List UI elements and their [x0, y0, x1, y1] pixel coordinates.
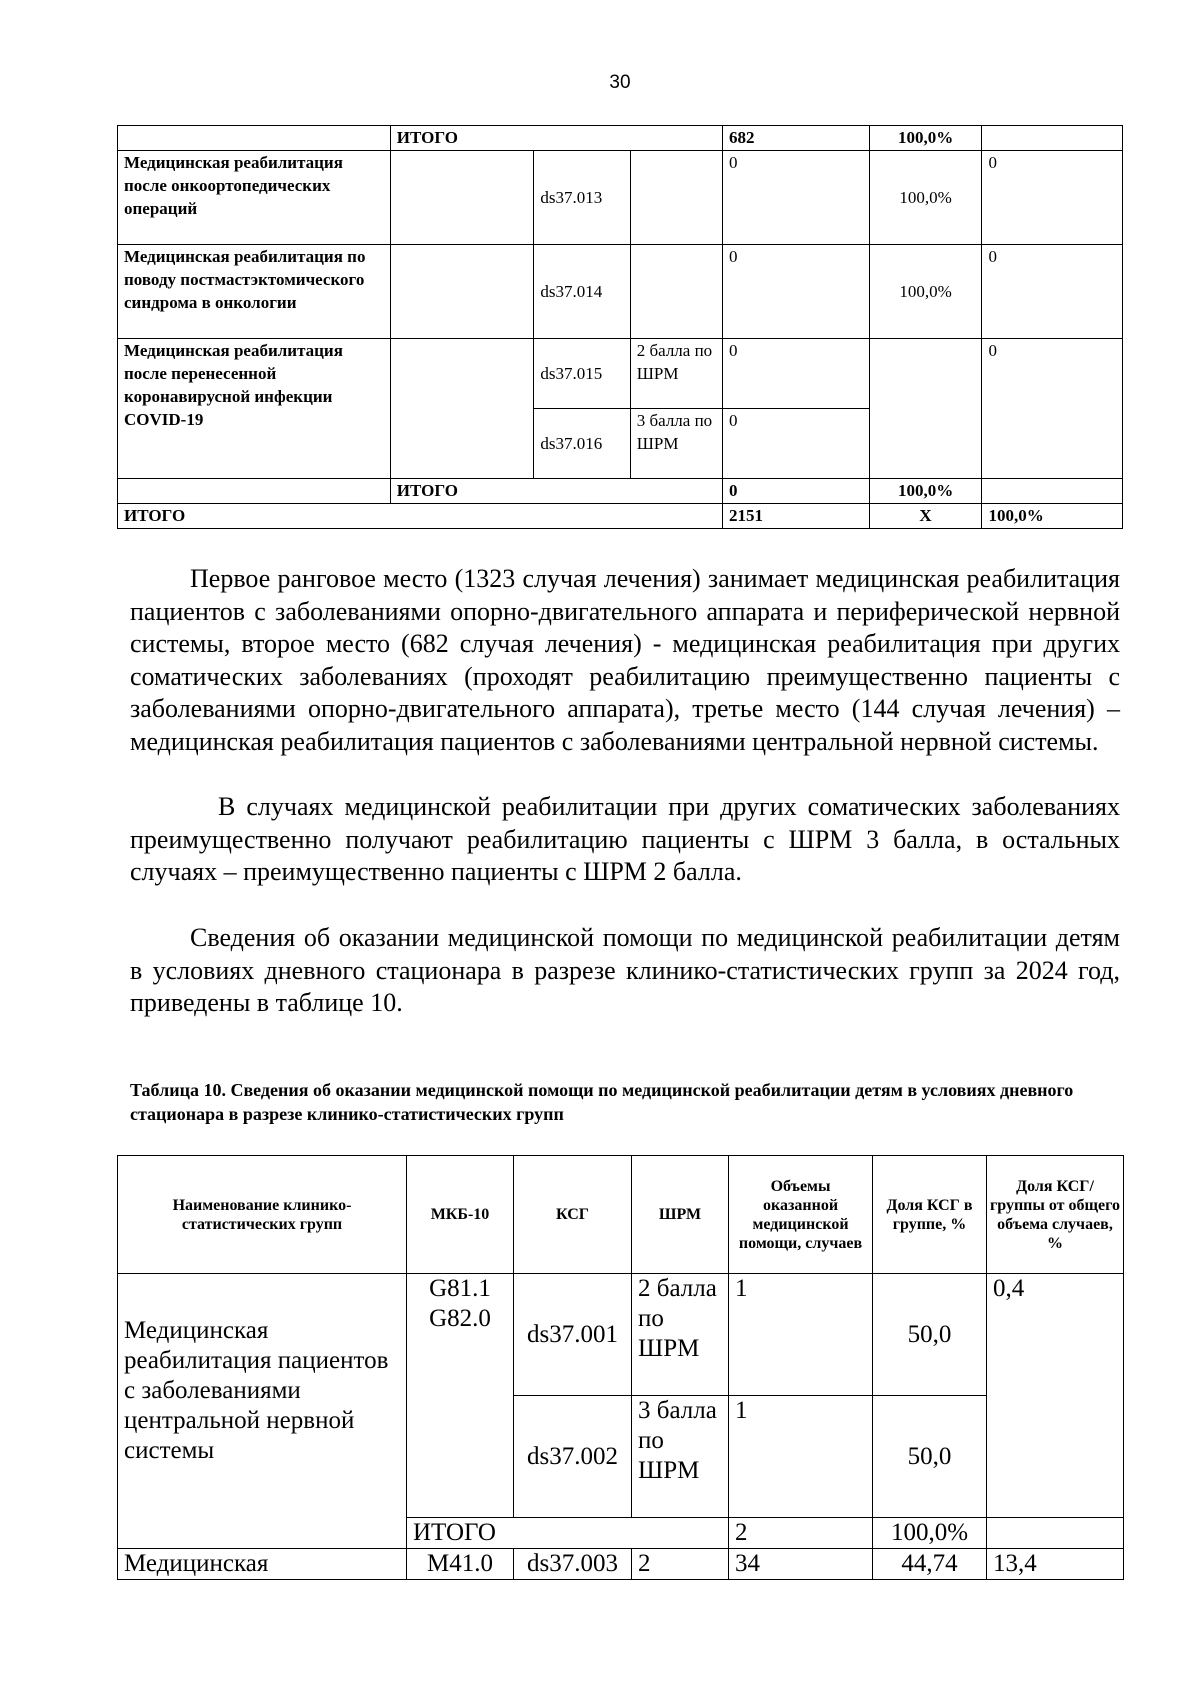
- itogo-share: 100,0%: [869, 479, 982, 504]
- itogo-share: 100,0%: [873, 1518, 987, 1549]
- paragraph-table10-intro: Сведения об оказании медицинской помощи по медицинской реабилитации детям в условиях дневного стационара в разрезе клинико-статистических групп за 2024 год, приведены в таблице 10.: [130, 923, 1120, 1017]
- grand-total-volume: 2151: [723, 504, 870, 529]
- volume: 34: [729, 1549, 873, 1580]
- volume: 0: [723, 339, 870, 409]
- group-name: Медицинская реабилитация после онкоортопедических операций: [118, 151, 391, 245]
- table-row: [118, 151, 1123, 245]
- volume: 1: [729, 1396, 873, 1518]
- header-share-total: Доля КСГ/группы от общего объема случаев, %: [987, 1156, 1124, 1274]
- share-in-group: 100,0%: [869, 245, 982, 339]
- table-row: [118, 504, 1123, 529]
- itogo-label: ИТОГО: [407, 1518, 729, 1549]
- header-ksg: КСГ: [514, 1156, 632, 1274]
- share-in-group: 50,0: [873, 1396, 987, 1518]
- itogo-volume: 0: [723, 479, 870, 504]
- header-group-name: Наименование клинико-статистических групп: [118, 1156, 407, 1274]
- group-name: Медицинская реабилитация по поводу постмастэктомического синдрома в онкологии: [118, 245, 391, 339]
- grand-total-share-total: 100,0%: [982, 504, 1123, 529]
- shrm-score: 2 балла по ШРМ: [632, 1274, 729, 1396]
- page-number: 30: [609, 72, 631, 93]
- mkb-codes: M41.0: [407, 1549, 514, 1580]
- share-in-group: 100,0%: [869, 151, 982, 245]
- grand-total-label: ИТОГО: [118, 504, 723, 529]
- header-shrm: ШРМ: [632, 1156, 729, 1274]
- group-name: Медицинская реабилитация после перенесенной коронавирусной инфекции COVID-19: [118, 339, 391, 479]
- itogo-label: ИТОГО: [390, 479, 722, 504]
- table-header-row: [118, 1156, 1124, 1274]
- ksg-code: ds37.015: [534, 339, 630, 409]
- header-share-ksg: Доля КСГ в группе, %: [873, 1156, 987, 1274]
- itogo-volume: 682: [723, 126, 870, 151]
- table-row: [118, 1549, 1124, 1580]
- header-volume: Объемы оказанной медицинской помощи, случаев: [729, 1156, 873, 1274]
- volume: 0: [723, 151, 870, 245]
- paragraph-shrm: В случаях медицинской реабилитации при других соматических заболеваниях преимущественно получают реабилитацию пациенты с ШРМ 3 балла, в остальных случаях – преимущественно пациенты с ШРМ 2 балла.: [130, 792, 1120, 886]
- group-name: Медицинская: [118, 1549, 407, 1580]
- table-10: [117, 1155, 1124, 1580]
- table-row: [118, 1274, 1124, 1396]
- ksg-code: ds37.016: [534, 409, 630, 479]
- volume: 0: [723, 245, 870, 339]
- share-in-group: 44,74: [873, 1549, 987, 1580]
- table-row: [118, 339, 1123, 409]
- mkb-codes: G81.1 G82.0: [407, 1274, 514, 1518]
- share-total: 0: [982, 151, 1123, 245]
- volume: 1: [729, 1274, 873, 1396]
- paragraph-ranking: Первое ранговое место (1323 случая лечения) занимает медицинская реабилитация пациентов с заболеваниями опорно-двигательного аппарата и периферической нервной системы, второе место (682 случая лечения) - медицинская реабилитация при других соматических заболеваниях (проходят реабилитацию преимущественно пациенты с заболеваниями опорно-двигательного аппарата), третье место (144 случая лечения) – медицинская реабилитация пациентов с заболеваниями центральной нервной системы.: [130, 564, 1120, 756]
- ksg-code: ds37.002: [514, 1396, 632, 1518]
- table-row: [118, 245, 1123, 339]
- volume: 0: [723, 409, 870, 479]
- table-row: [118, 126, 1123, 151]
- share-total: 13,4: [987, 1549, 1124, 1580]
- ksg-code: ds37.001: [514, 1274, 632, 1396]
- share-total: 0: [982, 245, 1123, 339]
- share-in-group: 50,0: [873, 1274, 987, 1396]
- group-name: Медицинская реабилитация пациентов с заболеваниями центральной нервной системы: [118, 1274, 407, 1549]
- header-mkb: МКБ-10: [407, 1156, 514, 1274]
- itogo-label: ИТОГО: [390, 126, 722, 151]
- itogo-volume: 2: [729, 1518, 873, 1549]
- share-total: 0,4: [987, 1274, 1124, 1518]
- itogo-share: 100,0%: [869, 126, 982, 151]
- ksg-code: ds37.003: [514, 1549, 632, 1580]
- grand-total-share: Х: [869, 504, 982, 529]
- share-total: 0: [982, 339, 1123, 479]
- table-row: [118, 479, 1123, 504]
- ksg-code: ds37.014: [534, 245, 630, 339]
- shrm-score: 3 балла по ШРМ: [630, 409, 722, 479]
- table-10-caption: Таблица 10. Сведения об оказании медицинской помощи по медицинской реабилитации детям в условиях дневного стационара в разрезе клинико-статистических групп: [130, 1080, 1074, 1124]
- shrm-score: 2: [632, 1549, 729, 1580]
- shrm-score: 2 балла по ШРМ: [630, 339, 722, 409]
- ksg-code: ds37.013: [534, 151, 630, 245]
- table-9-continuation: [117, 125, 1123, 529]
- shrm-score: 3 балла по ШРМ: [632, 1396, 729, 1518]
